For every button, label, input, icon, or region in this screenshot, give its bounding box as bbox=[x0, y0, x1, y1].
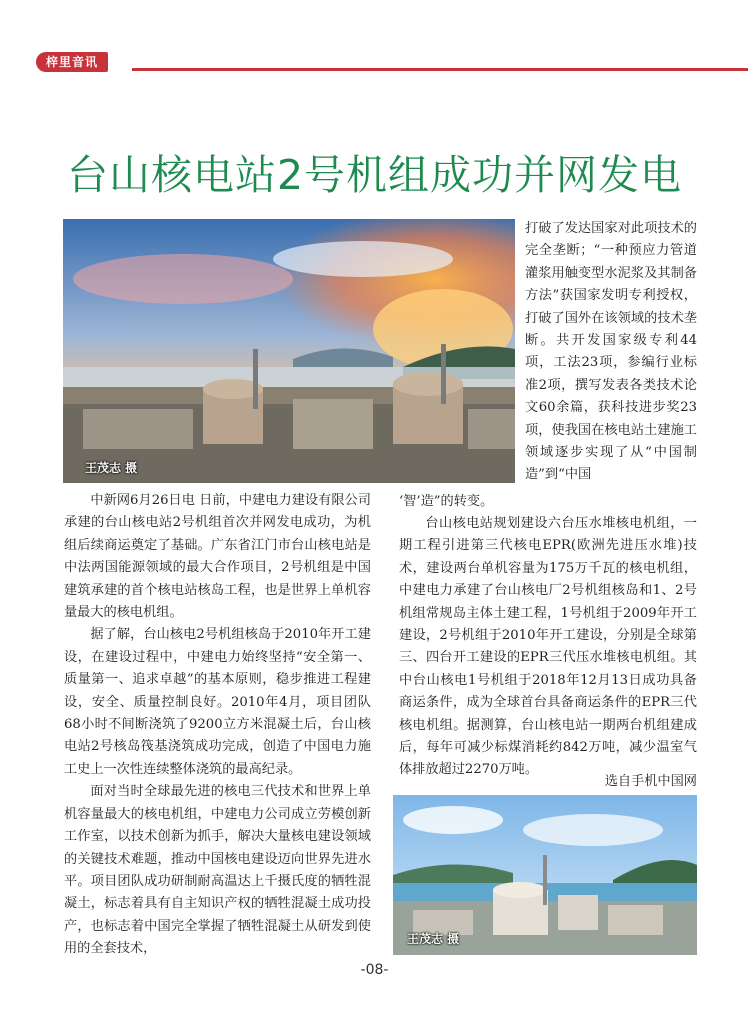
article-right-top bbox=[525, 218, 697, 487]
plant-sunset-image bbox=[63, 219, 515, 483]
paragraph-1: 中新网6月26日电 日前，中建电力建设有限公司承建的台山核电站2号机组首次并网发电成功，为机组后续商运奠定了基础。广东省江门市台山核电站是中法两国能源领域的最大合作项目，2号机组是中国建筑承建的首个核电站核岛工程，也是世界上单机容量最大的核电机组。 bbox=[64, 493, 371, 621]
paragraph-3: 面对当时全球最先进的核电三代技术和世界上单机容量最大的核电机组，中建电力公司成立劳模创新工作室，以技术创新为抓手，解决大量核电建设领域的关键技术难题，推动中国核电建设迈向世界先进水平。项目团队成功研制耐高温达上千摄氏度的牺牲混凝土，标志着具有自主知识产权的牺牲混凝土成功投产，也标志着中国完全掌握了牺牲混凝土从研发到使用的全套技术， bbox=[64, 784, 371, 957]
paragraph-2: 据了解，台山核电2号机组核岛于2010年开工建设，在建设过程中，中建电力始终坚持“安全第一、质量第一、追求卓越”的基本原则，稳步推进工程建设，安全、质量控制良好。2010年4月，项目团队68小时不间断浇筑了9200立方米混凝土后，台山核电站2号核岛筏基浇筑成功完成，创造了中国电力施工史上一次性连续整体浇筑的最高纪录。 bbox=[64, 627, 371, 777]
header-bar bbox=[36, 52, 748, 74]
article-right-bottom bbox=[399, 513, 697, 782]
photo-credit-2: 王茂志 摄 bbox=[407, 932, 460, 946]
photo-credit: 王茂志 摄 bbox=[85, 461, 138, 475]
plant-daytime-photo bbox=[393, 795, 697, 955]
page-number: -08- bbox=[360, 962, 389, 978]
page-title: 台山核电站2号机组成功并网发电 bbox=[66, 151, 683, 199]
paragraph-right-top: 打破了发达国家对此项技术的完全垄断；“一种预应力管道灌浆用触变型水泥浆及其制备方法”获国家发明专利授权，打破了国外在该领域的技术垄断。共开发国家级专利44项，工法23项，参编行业标准2项，撰写发表各类技术论文60余篇，获科技进步奖23项，使我国在核电站土建施工领域逐步实现了从“中国制造”到“中国 bbox=[525, 221, 697, 483]
paragraph-continuation: ‘智’造”的转变。 bbox=[399, 494, 494, 509]
header-rule bbox=[132, 68, 748, 71]
article-source: 选自手机中国网 bbox=[604, 774, 697, 789]
article-left-column bbox=[64, 490, 371, 961]
article-continuation bbox=[399, 491, 697, 513]
plant-sunset-photo bbox=[63, 219, 515, 483]
section-label: 梓里音讯 bbox=[36, 52, 108, 72]
paragraph-4: 台山核电站规划建设六台压水堆核电机组，一期工程引进第三代核电EPR(欧洲先进压水堆)技术，建设两台单机容量为175万千瓦的核电机组，中建电力承建了台山核电厂2号机组核岛和1、2号机组常规岛主体土建工程，1号机组于2009年开工建设，2号机组于2010年开工建设，分别是全球第三、四台开工建设的EPR三代压水堆核电机组。其中台山核电1号机组于2018年12月13日成功具备商运条件，成为全球首台具备商运条件的EPR三代核电机组。据测算，台山核电站一期两台机组建成后，每年可减少标煤消耗约842万吨，减少温室气体排放超过2270万吨。 bbox=[399, 516, 697, 778]
